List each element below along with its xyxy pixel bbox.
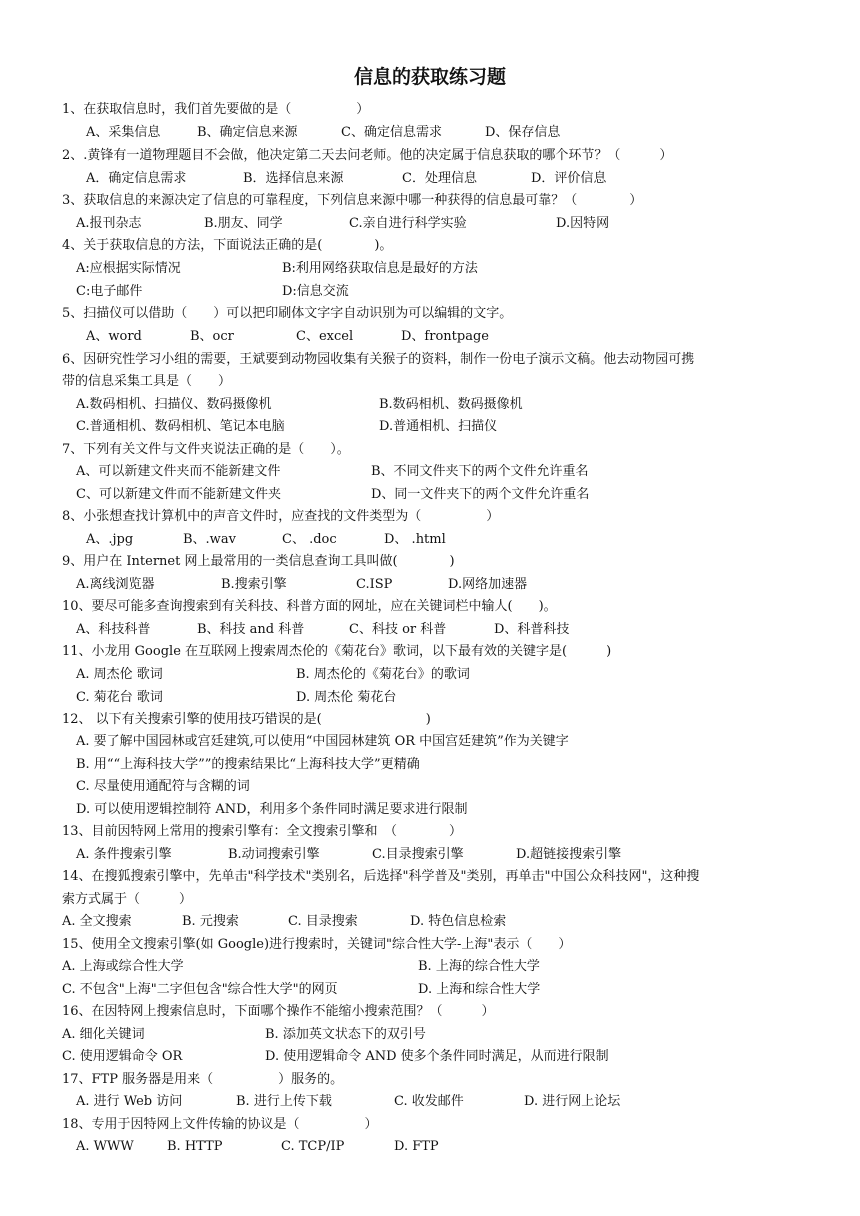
question-2: 2、.黄锋有一道物理题目不会做，他决定第二天去问老师。他的决定属于信息获取的哪个环节？（ ）: [62, 148, 673, 163]
question-6-continued: 带的信息采集工具是（ ）: [62, 374, 232, 389]
q11-option-d: D. 周杰伦 菊花台: [296, 690, 397, 705]
q14-option-d: D. 特色信息检索: [410, 914, 507, 929]
q16-option-d: D. 使用逻辑命令 AND 使多个条件同时满足，从而进行限制: [265, 1049, 609, 1064]
question-17: 17、FTP 服务器是用来（ ）服务的。: [62, 1072, 344, 1087]
q7-option-d: D、同一文件夹下的两个文件允许重名: [371, 487, 590, 502]
q1-option-a: A、采集信息: [86, 125, 161, 140]
q7-option-a: A、可以新建文件夹而不能新建文件: [76, 464, 281, 479]
q6-option-b: B.数码相机、数码摄像机: [379, 397, 523, 412]
q15-option-a: A. 上海或综合性大学: [62, 959, 184, 974]
q2-option-a: A．确定信息需求: [86, 171, 187, 186]
q15-option-b: B. 上海的综合性大学: [418, 959, 540, 974]
q12-option-a: A. 要了解中国园林或宫廷建筑,可以使用“中国园林建筑 OR 中国宫廷建筑”作为关键字: [76, 734, 569, 749]
q17-option-c: C. 收发邮件: [394, 1094, 464, 1109]
question-1: 1、在获取信息时，我们首先要做的是（ ）: [62, 102, 370, 117]
q4-option-d: D:信息交流: [282, 284, 349, 299]
question-18: 18、专用于因特网上文件传输的协议是（ ）: [62, 1117, 378, 1132]
question-12: 12、 以下有关搜索引擎的使用技巧错误的是( ): [62, 712, 431, 727]
q10-option-a: A、科技科普: [76, 622, 151, 637]
q18-option-b: B. HTTP: [167, 1139, 223, 1154]
q13-option-c: C.目录搜索引擎: [372, 847, 464, 862]
q11-option-a: A. 周杰伦 歌词: [76, 667, 163, 682]
q10-option-c: C、科技 or 科普: [349, 622, 447, 637]
q14-option-a: A. 全文搜索: [62, 914, 132, 929]
q3-option-d: D.因特网: [556, 216, 610, 231]
q2-option-d: D．评价信息: [531, 171, 607, 186]
q7-option-c: C、可以新建文件而不能新建文件夹: [76, 487, 281, 502]
q5-option-d: D、frontpage: [401, 329, 489, 344]
q6-option-a: A.数码相机、扫描仪、数码摄像机: [76, 397, 272, 412]
q1-option-b: B、确定信息来源: [197, 125, 298, 140]
q12-option-d: D. 可以使用逻辑控制符 AND，利用多个条件同时满足要求进行限制: [76, 802, 468, 817]
q8-option-c: C、 .doc: [282, 532, 337, 547]
q2-option-b: B．选择信息来源: [243, 171, 344, 186]
question-13: 13、目前因特网上常用的搜索引擎有：全文搜索引擎和 （ ）: [62, 824, 463, 839]
q18-option-a: A. WWW: [76, 1139, 134, 1154]
q13-option-a: A. 条件搜索引擎: [76, 847, 172, 862]
q18-option-c: C. TCP/IP: [281, 1139, 345, 1154]
question-4: 4、关于获取信息的方法，下面说法正确的是( )。: [62, 238, 393, 253]
question-5: 5、扫描仪可以借助（ ）可以把印刷体文字字自动识别为可以编辑的文字。: [62, 306, 513, 321]
q6-option-d: D.普通相机、扫描仪: [379, 419, 498, 434]
q1-option-d: D、保存信息: [485, 125, 561, 140]
q3-option-a: A.报刊杂志: [76, 216, 142, 231]
question-14: 14、在搜狐搜索引擎中，先单击"科学技术"类别名，后选择"科学普及"类别，再单击"中国公众科技网"，这种搜: [62, 869, 700, 884]
q1-option-c: C、确定信息需求: [341, 125, 442, 140]
q18-option-d: D. FTP: [394, 1139, 439, 1154]
question-10: 10、要尽可能多查询搜索到有关科技、科普方面的网址，应在关键词栏中输人( )。: [62, 599, 557, 614]
q5-option-a: A、word: [86, 329, 142, 344]
question-16: 16、在因特网上搜索信息时，下面哪个操作不能缩小搜索范围？（ ）: [62, 1004, 495, 1019]
question-15: 15、使用全文搜索引擎(如 Google)进行搜索时，关键词"综合性大学-上海"表示（ ）: [62, 937, 572, 952]
q9-option-b: B.搜索引擎: [221, 577, 287, 592]
q16-option-a: A. 细化关键词: [62, 1027, 145, 1042]
q15-option-c: C. 不包含"上海"二字但包含"综合性大学"的网页: [62, 982, 338, 997]
q14-option-b: B. 元搜索: [182, 914, 239, 929]
q13-option-b: B.动词搜索引擎: [228, 847, 320, 862]
q9-option-d: D.网络加速器: [448, 577, 528, 592]
q8-option-a: A、.jpg: [86, 532, 134, 547]
q4-option-a: A:应根据实际情况: [76, 261, 181, 276]
q5-option-c: C、excel: [296, 329, 354, 344]
q6-option-c: C.普通相机、数码相机、笔记本电脑: [76, 419, 285, 434]
q17-option-a: A. 进行 Web 访问: [76, 1094, 183, 1109]
q3-option-b: B.朋友、同学: [204, 216, 283, 231]
q17-option-b: B. 进行上传下载: [236, 1094, 332, 1109]
q9-option-c: C.ISP: [356, 577, 393, 592]
q8-option-b: B、.wav: [183, 532, 236, 547]
question-3: 3、获取信息的来源决定了信息的可靠程度，下列信息来源中哪一种获得的信息最可靠？（ ）: [62, 193, 643, 208]
q16-option-c: C. 使用逻辑命令 OR: [62, 1049, 183, 1064]
question-14-continued: 索方式属于（ ）: [62, 892, 193, 907]
q4-option-c: C:电子邮件: [76, 284, 143, 299]
q15-option-d: D. 上海和综合性大学: [418, 982, 541, 997]
q3-option-c: C.亲自进行科学实验: [349, 216, 467, 231]
question-6: 6、因研究性学习小组的需要，王斌要到动物园收集有关猴子的资料，制作一份电子演示文稿。他去动物园可携: [62, 352, 695, 367]
question-9: 9、用户在 Internet 网上最常用的一类信息查询工具叫做( ): [62, 554, 455, 569]
q13-option-d: D.超链接搜索引擎: [516, 847, 622, 862]
q12-option-c: C. 尽量使用通配符与含糊的词: [76, 779, 250, 794]
q5-option-b: B、ocr: [190, 329, 234, 344]
page-title: 信息的获取练习题: [353, 66, 506, 88]
q2-option-c: C．处理信息: [402, 171, 477, 186]
q11-option-c: C. 菊花台 歌词: [76, 690, 163, 705]
q4-option-b: B:利用网络获取信息是最好的方法: [282, 261, 478, 276]
q7-option-b: B、不同文件夹下的两个文件允许重名: [371, 464, 589, 479]
q17-option-d: D. 进行网上论坛: [524, 1094, 621, 1109]
q16-option-b: B. 添加英文状态下的双引号: [265, 1027, 426, 1042]
question-7: 7、下列有关文件与文件夹说法正确的是（ ）。: [62, 442, 350, 457]
q10-option-d: D、科普科技: [494, 622, 570, 637]
q9-option-a: A.离线浏览器: [76, 577, 155, 592]
question-11: 11、小龙用 Google 在互联网上搜索周杰伦的《菊花台》歌词，以下最有效的关键字是( ): [62, 644, 612, 659]
q8-option-d: D、 .html: [384, 532, 446, 547]
q14-option-c: C. 目录搜索: [288, 914, 358, 929]
q11-option-b: B. 周杰伦的《菊花台》的歌词: [296, 667, 470, 682]
question-8: 8、小张想查找计算机中的声音文件时，应查找的文件类型为（ ）: [62, 509, 500, 524]
q10-option-b: B、科技 and 科普: [197, 622, 305, 637]
q12-option-b: B. 用““上海科技大学””的搜索结果比“上海科技大学”更精确: [76, 757, 420, 772]
